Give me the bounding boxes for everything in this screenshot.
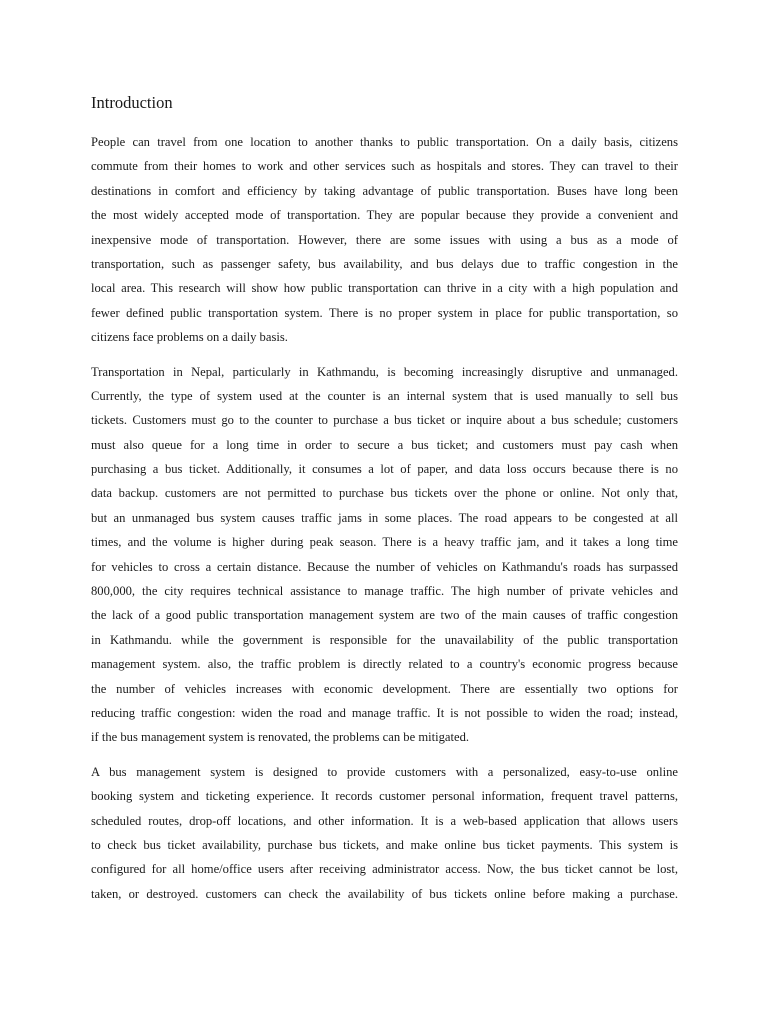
text-line: citizens face problems on a daily basis. (91, 330, 288, 345)
text-line: but an unmanaged bus system causes traffic jams in some places. The road appears to be congested at all (91, 510, 678, 525)
section-heading: Introduction (91, 93, 173, 112)
text-line: management system. also, the traffic problem is directly related to a country's economic progress because (91, 657, 678, 672)
text-line: for vehicles to cross a certain distance. Because the number of vehicles on Kathmandu's roads has surpassed (91, 559, 678, 574)
text-line: commute from their homes to work and other services such as hospitals and stores. They can travel to their (91, 159, 678, 174)
text-line: data backup. customers are not permitted to purchase bus tickets over the phone or online. Not only that, (91, 486, 678, 501)
paragraph-2 (91, 360, 678, 750)
text-line: the lack of a good public transportation management system are two of the main causes of traffic congestion (91, 608, 678, 623)
text-line: configured for all home/office users after receiving administrator access. Now, the bus ticket cannot be lost, (91, 862, 678, 877)
document-page (91, 92, 678, 916)
text-line: in Kathmandu. while the government is responsible for the unavailability of the public transportation (91, 632, 678, 647)
text-line: the number of vehicles increases with economic development. There are essentially two options for (91, 681, 678, 696)
text-line: local area. This research will show how public transportation can thrive in a city with a high population and (91, 281, 678, 296)
text-line: the most widely accepted mode of transportation. They are popular because they provide a convenient and (91, 208, 678, 223)
text-line: taken, or destroyed. customers can check the availability of bus tickets online before making a purchase. (91, 886, 678, 901)
text-line: times, and the volume is higher during peak season. There is a heavy traffic jam, and it takes a long time (91, 535, 678, 550)
text-line: reducing traffic congestion: widen the road and manage traffic. It is not possible to widen the road; instead, (91, 705, 678, 720)
paragraph-1 (91, 130, 678, 350)
text-line: tickets. Customers must go to the counter to purchase a bus ticket or inquire about a bus schedule; customers (91, 413, 678, 428)
text-line: Currently, the type of system used at the counter is an internal system that is used manually to sell bus (91, 388, 678, 403)
text-line: inexpensive mode of transportation. However, there are some issues with using a bus as a mode of (91, 232, 678, 247)
text-line: destinations in comfort and efficiency by taking advantage of public transportation. Buses have long been (91, 183, 678, 198)
text-line: scheduled routes, drop-off locations, and other information. It is a web-based application that allows users (91, 813, 678, 828)
text-line: transportation, such as passenger safety, bus availability, and bus delays due to traffic congestion in the (91, 256, 678, 271)
text-line: must also queue for a long time in order to secure a bus ticket; and customers must pay cash when (91, 437, 678, 452)
text-line: fewer defined public transportation system. There is no proper system in place for public transportation, so (91, 305, 678, 320)
text-line: purchasing a bus ticket. Additionally, it consumes a lot of paper, and data loss occurs because there is no (91, 462, 678, 477)
text-line: to check bus ticket availability, purchase bus tickets, and make online bus ticket payments. This system is (91, 837, 678, 852)
text-line: People can travel from one location to another thanks to public transportation. On a daily basis, citizens (91, 135, 678, 149)
paragraph-3 (91, 760, 678, 906)
text-line: 800,000, the city requires technical assistance to manage traffic. The high number of private vehicles and (91, 584, 678, 599)
text-line: A bus management system is designed to provide customers with a personalized, easy-to-use online (91, 764, 678, 779)
text-line: booking system and ticketing experience. It records customer personal information, frequent travel patterns, (91, 789, 678, 804)
text-line: if the bus management system is renovated, the problems can be mitigated. (91, 730, 470, 745)
text-line: Transportation in Nepal, particularly in Kathmandu, is becoming increasingly disruptive and unmanaged. (91, 364, 678, 379)
